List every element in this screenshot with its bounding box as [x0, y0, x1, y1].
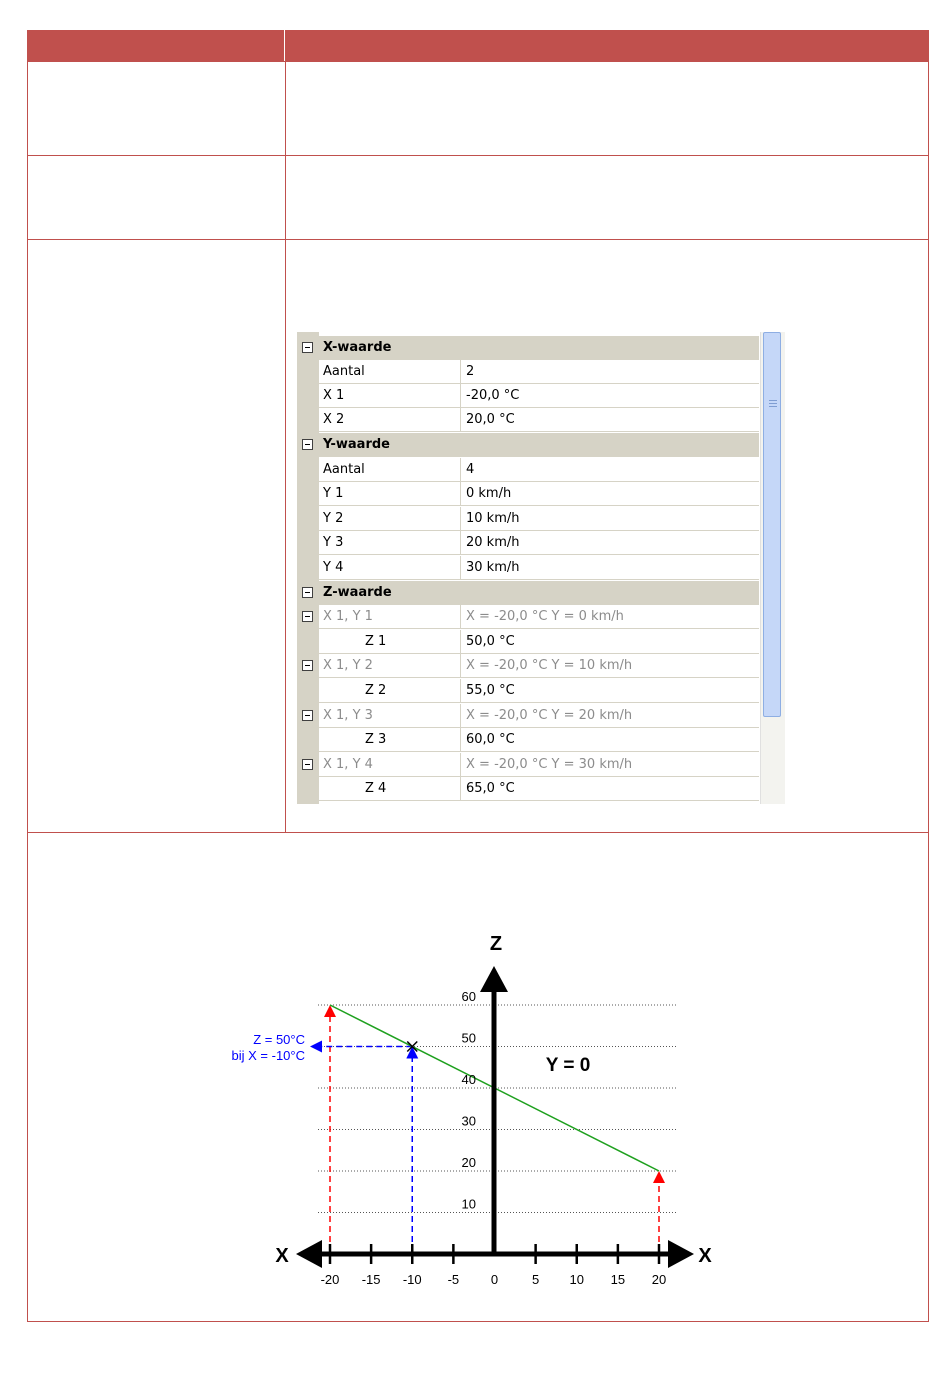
property-value[interactable]: 50,0 °C — [461, 630, 759, 654]
property-name: Z 4 — [319, 777, 461, 801]
property-value[interactable]: 2 — [461, 360, 759, 384]
condition-label: Y = 0 — [545, 1055, 591, 1076]
property-name: Aantal — [319, 458, 461, 482]
property-value: X = -20,0 °C Y = 20 km/h — [461, 704, 759, 728]
annotation-label: bij X = -10°C — [231, 1048, 305, 1063]
property-name: Z 1 — [319, 630, 461, 654]
x-tick-label: -5 — [447, 1272, 460, 1287]
property-value[interactable]: -20,0 °C — [461, 384, 759, 408]
z-tick-label: 60 — [461, 989, 476, 1004]
x-axis-arrow-right — [668, 1240, 694, 1268]
property-name: X 1 — [319, 384, 461, 408]
property-name: X 1, Y 4 — [319, 753, 461, 777]
chart-guides — [316, 1011, 659, 1252]
chart-labels — [232, 933, 713, 1287]
property-name: Y 4 — [319, 556, 461, 580]
property-value[interactable]: 65,0 °C — [461, 777, 759, 801]
x-axis-arrow-left — [296, 1240, 322, 1268]
property-value[interactable]: 55,0 °C — [461, 679, 759, 703]
property-name: X 1, Y 1 — [319, 605, 461, 629]
chart-gridlines — [318, 1005, 676, 1213]
property-name: Z 3 — [319, 728, 461, 752]
property-name: Aantal — [319, 360, 461, 384]
x-tick-label: 20 — [651, 1272, 667, 1287]
property-name: Y 2 — [319, 507, 461, 531]
property-name: X 1, Y 3 — [319, 704, 461, 728]
property-value[interactable]: 4 — [461, 458, 759, 482]
category-label: X-waarde — [323, 340, 392, 355]
property-value[interactable]: 0 km/h — [461, 482, 759, 506]
property-name: Y 1 — [319, 482, 461, 506]
z-axis-arrow — [480, 966, 508, 992]
property-value[interactable]: 10 km/h — [461, 507, 759, 531]
x-tick-label: -15 — [361, 1272, 381, 1287]
property-value[interactable]: 60,0 °C — [461, 728, 759, 752]
property-name: X 1, Y 2 — [319, 654, 461, 678]
z-tick-label: 20 — [461, 1155, 476, 1170]
x-tick-label: 15 — [610, 1272, 626, 1287]
property-value: X = -20,0 °C Y = 10 km/h — [461, 654, 759, 678]
x-tick-label: 0 — [490, 1272, 499, 1287]
z-tick-label: 10 — [461, 1196, 476, 1212]
z-tick-label: 30 — [461, 1113, 476, 1129]
property-value[interactable]: 30 km/h — [461, 556, 759, 580]
x-tick-label: 10 — [569, 1272, 584, 1287]
property-value: X = -20,0 °C Y = 30 km/h — [461, 753, 759, 777]
property-value[interactable]: 20 km/h — [461, 531, 759, 555]
annotation-label: Z = 50°C — [253, 1032, 305, 1047]
z-tick-label: 40 — [461, 1072, 476, 1087]
z-axis-label: Z — [489, 933, 503, 955]
x-tick-label: -20 — [320, 1272, 340, 1287]
chart-axes — [296, 966, 694, 1268]
property-value[interactable]: 20,0 °C — [461, 408, 759, 432]
property-name: Y 3 — [319, 531, 461, 555]
category-label: Y-waarde — [323, 437, 390, 452]
x-axis-label-left: X — [275, 1245, 289, 1267]
x-tick-label: 5 — [532, 1272, 540, 1287]
x-tick-label: -10 — [402, 1272, 422, 1287]
x-axis-label-right: X — [698, 1245, 712, 1267]
property-name: Z 2 — [319, 679, 461, 703]
property-value: X = -20,0 °C Y = 0 km/h — [461, 605, 759, 629]
category-label: Z-waarde — [323, 585, 392, 600]
property-name: X 2 — [319, 408, 461, 432]
z-tick-label: 50 — [461, 1030, 476, 1046]
